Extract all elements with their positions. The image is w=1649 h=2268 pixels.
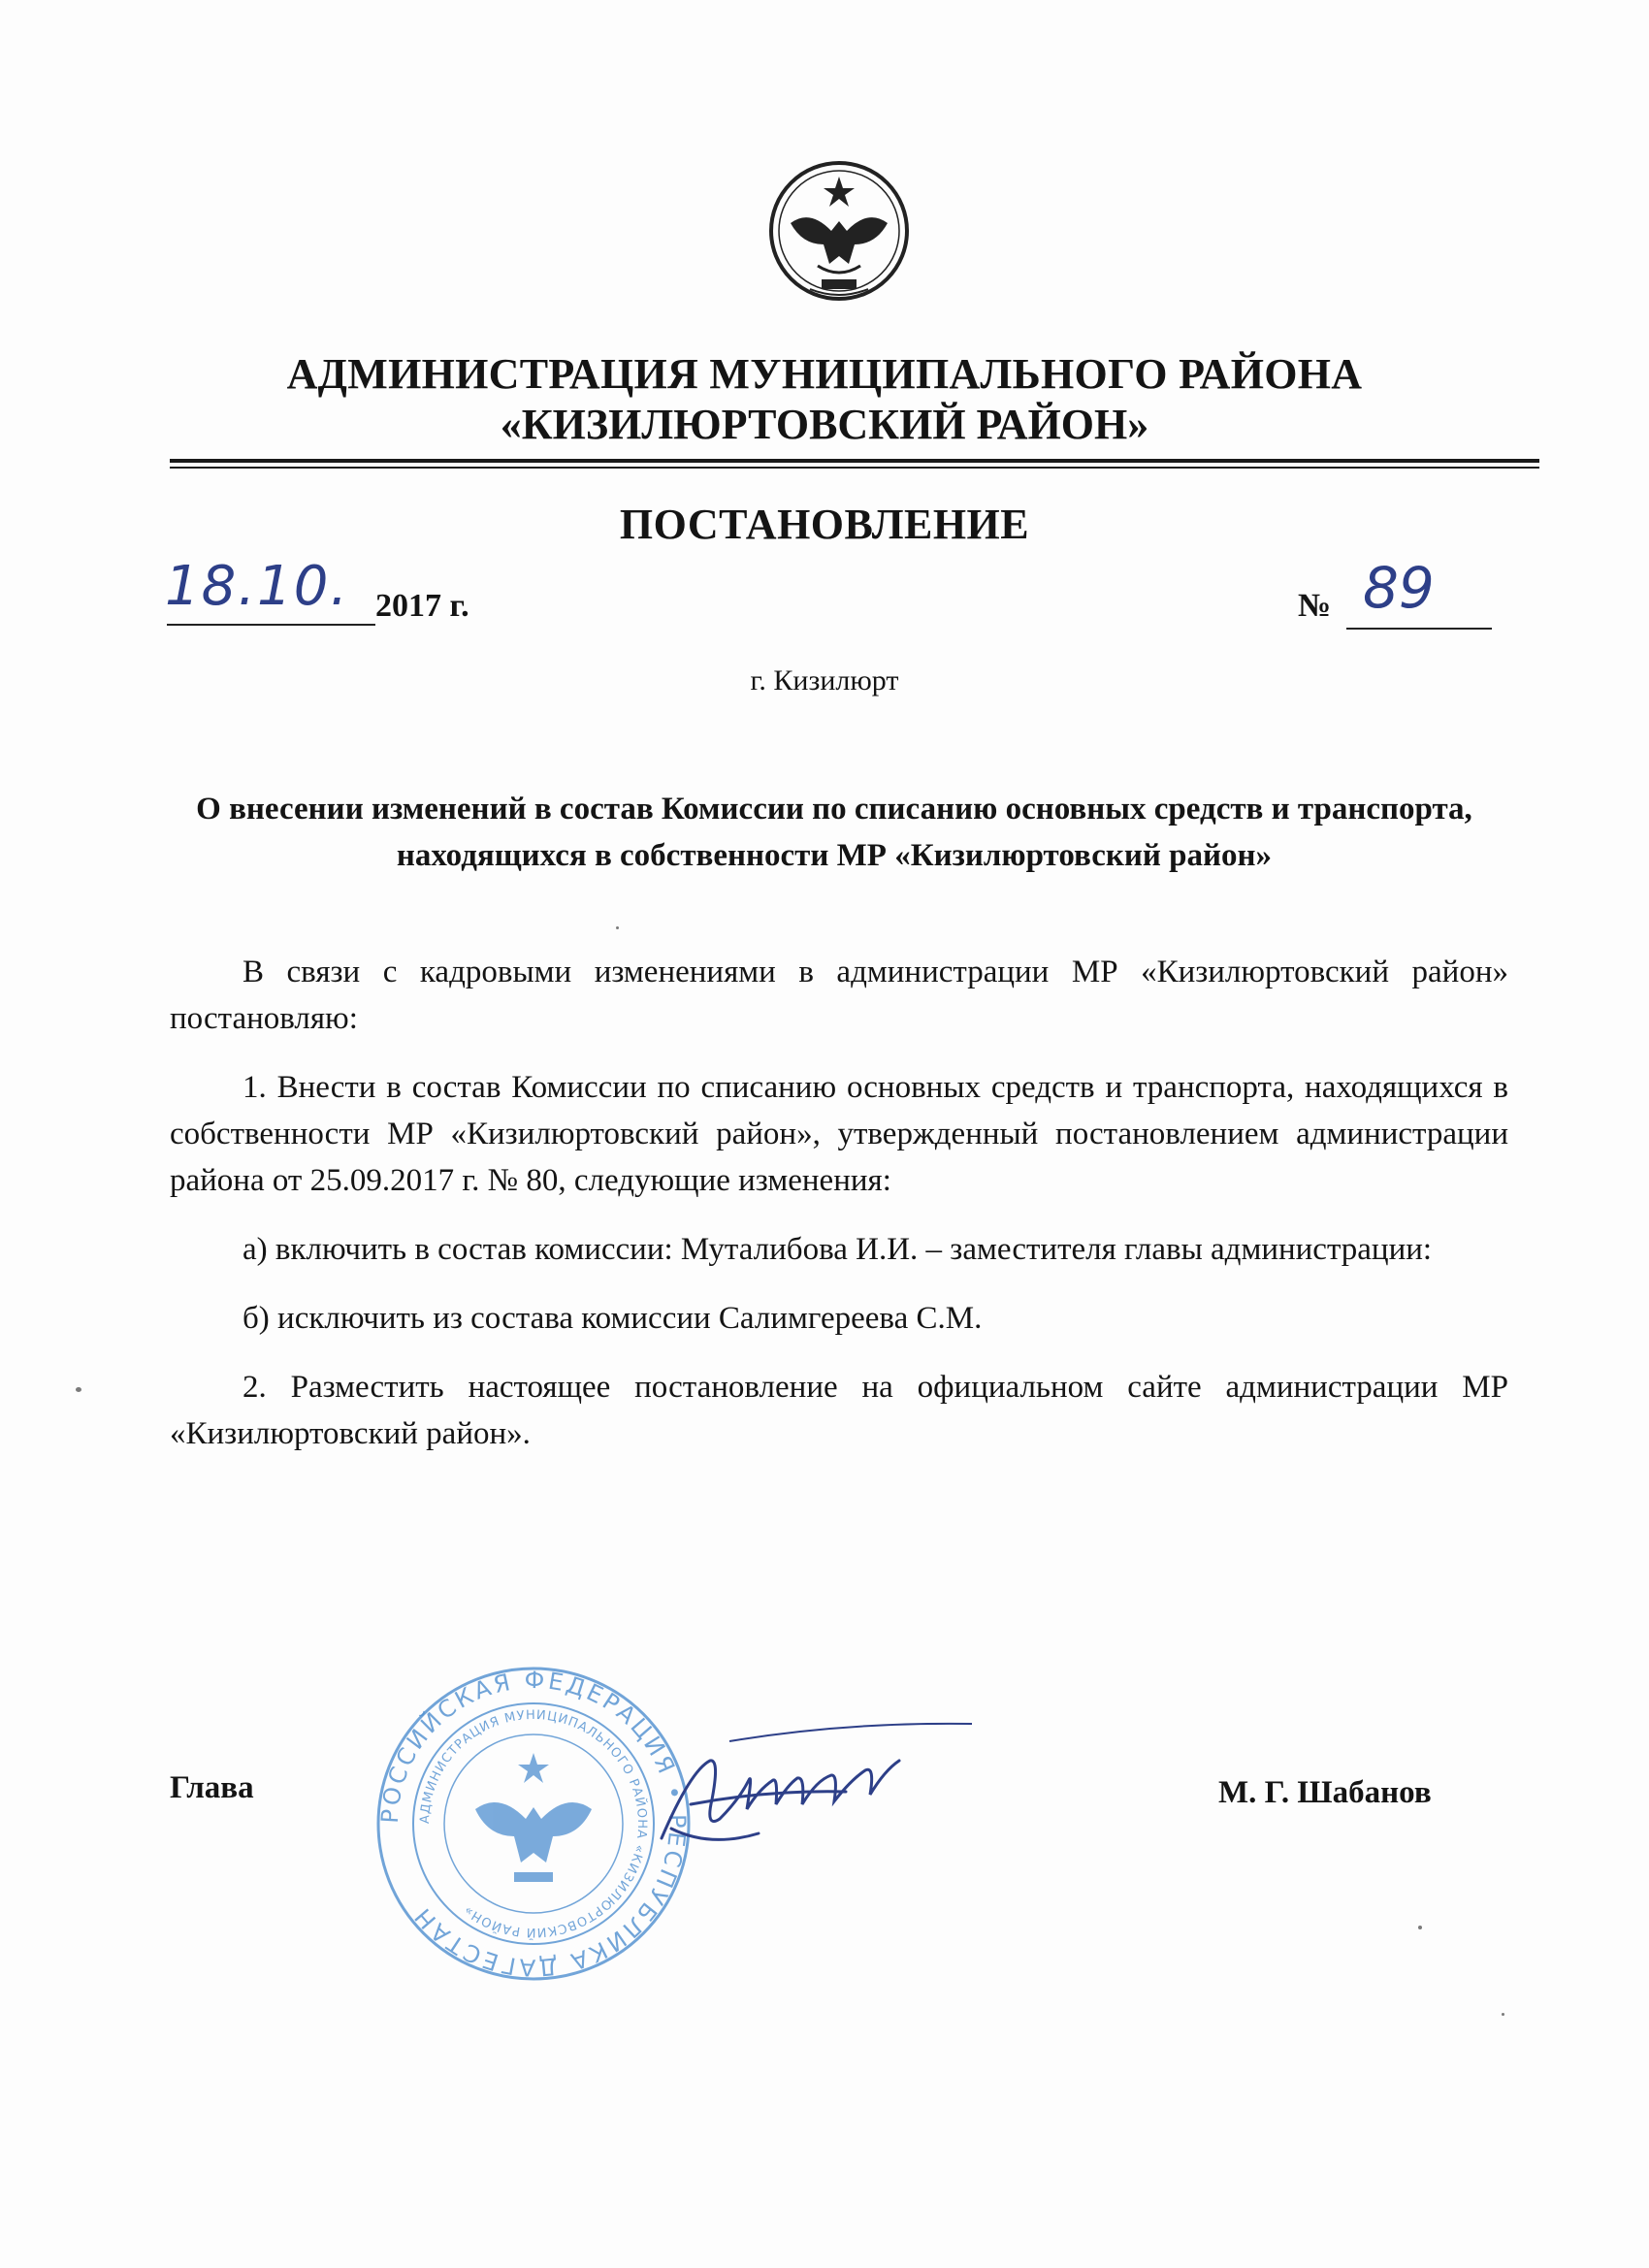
body-paragraph: а) включить в состав комиссии: Муталибова И.И. – заместителя главы администрации: xyxy=(242,1232,1433,1267)
city-name: г. Кизилюрт xyxy=(750,664,899,697)
handwritten-date: 18.10. xyxy=(165,555,350,618)
handwritten-signature-icon xyxy=(652,1712,982,1867)
organization-name-line1: АДМИНИСТРАЦИЯ МУНИЦИПАЛЬНОГО РАЙОНА xyxy=(286,350,1363,398)
body-paragraph: 2. Разместить настоящее постановление на официальном сайте администрации МР «Кизилюртовский район». xyxy=(170,1370,1508,1451)
document-subject: О внесении изменений в состав Комиссии по списанию основных средств и транспорта, находящихся в собственности МР «Кизилюртовский район» xyxy=(196,792,1472,873)
number-underline xyxy=(1346,628,1492,630)
body-paragraph: В связи с кадровыми изменениями в администрации МР «Кизилюртовский район» постановляю: xyxy=(170,955,1508,1036)
signatory-name: М. Г. Шабанов xyxy=(1218,1775,1432,1810)
scan-speck xyxy=(616,926,619,929)
seal-outer-text: РОССИЙСКАЯ ФЕДЕРАЦИЯ • РЕСПУБЛИКА ДАГЕСТАН xyxy=(375,1666,692,1982)
scan-speck xyxy=(1418,1926,1422,1929)
header-rule-thin xyxy=(170,467,1539,469)
document-body xyxy=(170,949,1508,1479)
dagestan-coat-of-arms-icon xyxy=(761,155,917,310)
signatory-title: Глава xyxy=(170,1770,254,1805)
official-seal-icon xyxy=(373,1664,694,1984)
header-rule-thick xyxy=(170,459,1539,463)
scan-speck xyxy=(76,1387,81,1392)
organization-name-line2: «КИЗИЛЮРТОВСКИЙ РАЙОН» xyxy=(500,401,1149,448)
body-paragraph: 1. Внести в состав Комиссии по списанию основных средств и транспорта, находящихся в собственности МР «Кизилюртовский район», утвержденный постановлением администрации района от 25.09.2017 г. № 80, следующие изменения: xyxy=(170,1070,1508,1198)
handwritten-number: 89 xyxy=(1363,555,1435,621)
document-year: 2017 г. xyxy=(375,588,469,624)
seal-inner-text: АДМИНИСТРАЦИЯ МУНИЦИПАЛЬНОГО РАЙОНА «КИЗИЛЮРТОВСКИЙ РАЙОН» xyxy=(417,1707,650,1940)
body-paragraph: б) исключить из состава комиссии Салимгереева С.М. xyxy=(242,1301,983,1336)
date-underline xyxy=(167,624,375,626)
number-label: № xyxy=(1298,588,1332,624)
scan-speck xyxy=(1502,2013,1504,2016)
document-type-title: ПОСТАНОВЛЕНИЕ xyxy=(619,501,1030,548)
